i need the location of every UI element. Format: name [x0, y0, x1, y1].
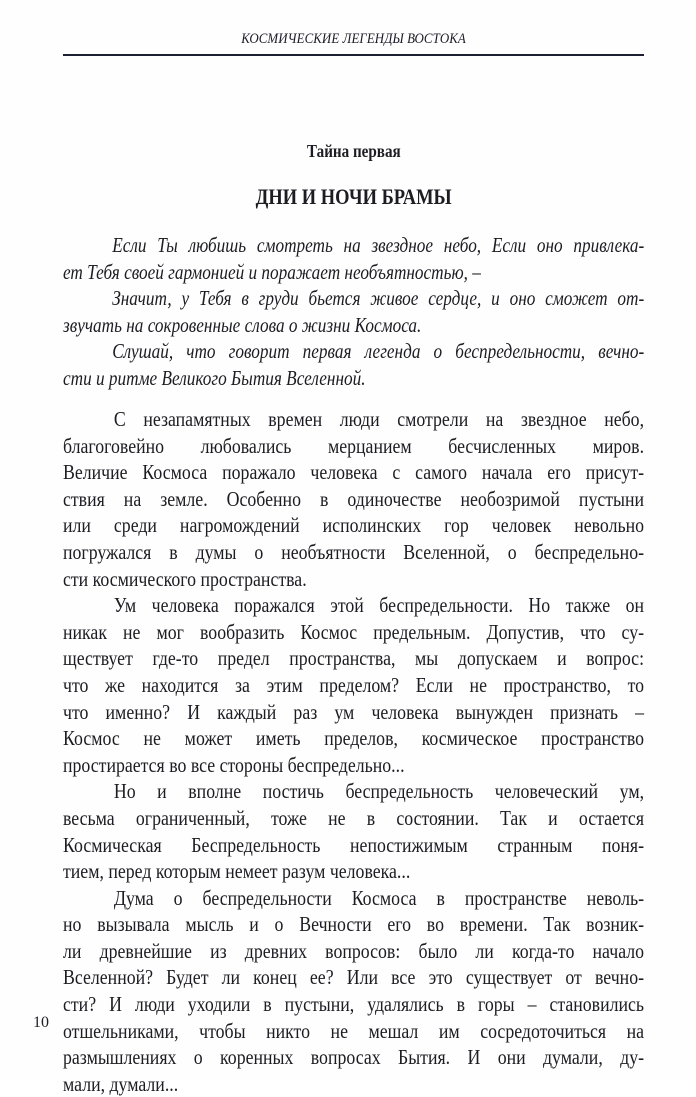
- body-line: Космос не может иметь пределов, космическое пространство: [63, 726, 645, 751]
- intro-line: Слушай, что говорит первая легенда о беспредельности, вечно-: [112, 339, 645, 364]
- body-line: Ум человека поражался этой беспредельности. Но также он: [113, 593, 645, 618]
- body-line: Дума о беспредельности Космоса в пространстве неволь-: [113, 885, 645, 910]
- body-line: благоговейно любовались мерцанием бесчисленных миров.: [63, 433, 645, 458]
- running-head: КОСМИЧЕСКИЕ ЛЕГЕНДЫ ВОСТОКА: [241, 31, 466, 47]
- page-number: 10: [33, 1014, 49, 1031]
- intro-line: звучать на сокровенные слова о жизни Космоса.: [63, 312, 422, 337]
- intro-line: Значит, у Тебя в груди бьется живое сердце, и оно сможет от-: [112, 286, 645, 311]
- body-line: сти космического пространства.: [63, 566, 307, 591]
- intro-line: ет Тебя своей гармонией и поражает необъятностью, –: [63, 259, 481, 284]
- chapter-title: ДНИ И НОЧИ БРАМЫ: [255, 184, 452, 209]
- body-line: никак не мог вообразить Космос предельным. Допустив, что су-: [63, 619, 645, 644]
- body-line: что именно? И каждый раз ум человека вынужден признать –: [63, 699, 645, 724]
- body-line: отшельниками, чтобы никто не мешал им сосредоточиться на: [63, 1018, 645, 1043]
- body-line: весьма ограниченный, тоже не в состоянии. Так и остается: [63, 805, 645, 830]
- body-text: [63, 406, 644, 1097]
- body-line: ли древнейшие из древних вопросов: было ли когда-то начало: [63, 938, 645, 963]
- body-line: или среди нагромождений исполинских гор человек невольно: [63, 513, 645, 538]
- body-line: Величие Космоса поражало человека с самого начала его присут-: [63, 460, 645, 485]
- body-line: что же находится за этим пределом? Если не пространство, то: [63, 672, 645, 697]
- body-line: Но и вполне постичь беспредельность человеческий ум,: [113, 779, 645, 804]
- header-rule: [63, 54, 644, 56]
- body-line: Космическая Беспредельность непостижимым странным поня-: [63, 832, 645, 857]
- body-line: Вселенной? Будет ли конец ее? Или все это существует от вечно-: [63, 965, 645, 990]
- body-line: размышлениях о коренных вопросах Бытия. И они думали, ду-: [63, 1045, 645, 1070]
- body-line: тием, перед которым немеет разум человека...: [63, 859, 411, 884]
- body-line: мали, думали...: [63, 1071, 179, 1096]
- body-line: ствия на земле. Особенно в одиночестве необозримой пустыни: [63, 486, 645, 511]
- body-line: ществует где-то предел пространства, мы допускаем и вопрос:: [63, 646, 645, 671]
- epigraph-intro: [63, 232, 644, 392]
- body-line: С незапамятных времен люди смотрели на звездное небо,: [113, 407, 645, 431]
- chapter-kicker: Тайна первая: [306, 141, 401, 161]
- intro-line: Если Ты любишь смотреть на звездное небо, Если оно привлека-: [112, 233, 645, 257]
- body-line: но вызывала мысль и о Вечности его во времени. Так возник-: [63, 912, 645, 937]
- intro-line: сти и ритме Великого Бытия Вселенной.: [63, 365, 366, 390]
- body-line: простирается во все стороны беспредельно...: [63, 752, 405, 777]
- body-line: погружался в думы о необъятности Вселенной, о беспредельно-: [63, 539, 645, 564]
- body-line: сти? И люди уходили в пустыни, удалялись в горы – становились: [63, 992, 645, 1017]
